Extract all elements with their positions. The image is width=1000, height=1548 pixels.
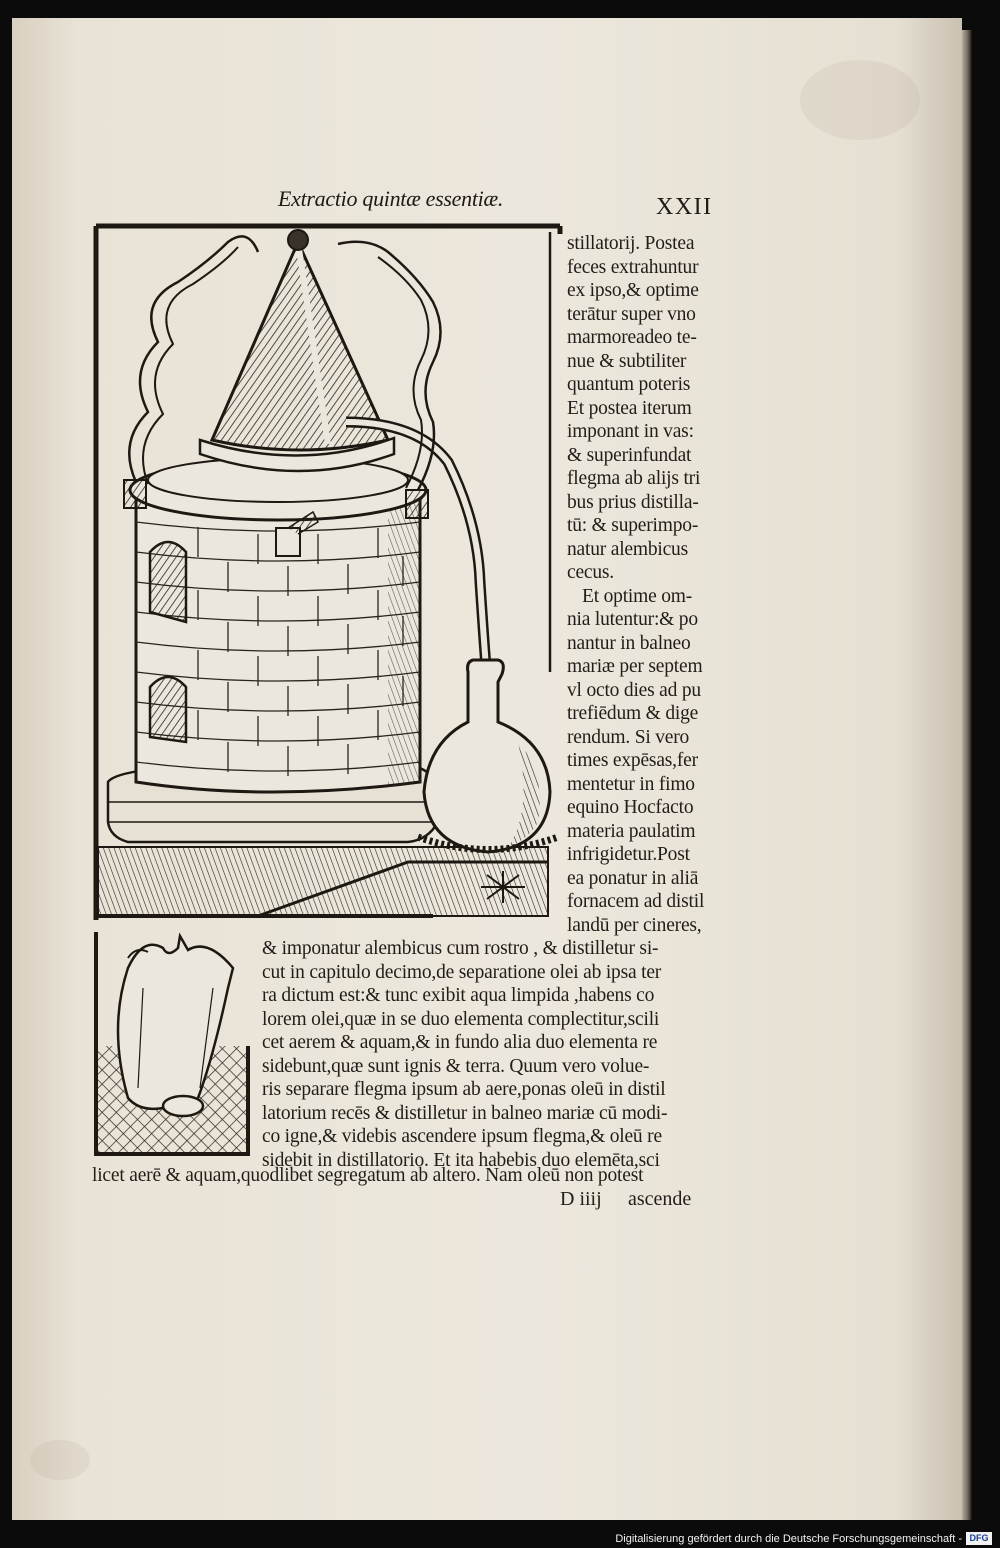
text-line: quantum poteris [567,374,691,395]
text-line: nia lutentur:& po [567,609,698,630]
text-line: equino Hocfacto [567,797,694,818]
text-line: landū per cineres, [567,914,702,936]
running-title: Extractio quintæ essentiæ. [278,186,504,211]
text-line: nantur in balneo [567,632,691,654]
distillation-vessel-woodcut [88,928,253,1160]
folio-number: XXII [656,194,713,220]
text-line: times expēsas,fer [567,750,698,771]
text-line: cet aerem & aquam,& in fundo alia duo elementa re [262,1032,658,1053]
text-line: & superinfundat [567,444,692,466]
alembic-furnace-woodcut [88,222,568,922]
text-line: licet aerē & aquam,quodlibet segregatum ab altero. Nam oleū non potest [92,1165,644,1186]
text-line: cut in capitulo decimo,de separatione olei ab ipsa ter [262,961,662,983]
text-line: materia paulatim [567,820,696,842]
text-line: & imponatur alembicus cum rostro , & distilletur si- [262,938,659,959]
text-line: mentetur in fimo [567,773,695,795]
text-line: ea ponatur in aliā [567,867,699,889]
text-line: tū: & superimpo- [567,515,699,536]
text-line: ra dictum est:& tunc exibit aqua limpida ,habens co [262,985,655,1006]
dfg-logo[interactable]: DFG [966,1532,992,1545]
page-edge [962,30,972,1520]
text-line: sidebit in distillatorio. Et ita habebis duo elemēta,sci [262,1149,660,1171]
text-line: vl octo dies ad pu [567,679,701,701]
text-line: marmoreadeo te- [567,327,697,348]
text-line: rendum. Si vero [567,726,690,748]
catchword: ascende [628,1188,692,1210]
text-line: infrigidetur.Post [567,844,690,865]
text-line: flegma ab alijs tri [567,468,701,489]
text-line: mariæ per septem [567,656,703,677]
footer-credit: Digitalisierung gefördert durch die Deutsche Forschungsgemeinschaft - [615,1533,962,1545]
paper-stain [800,60,920,140]
text-line: Et postea iterum [567,397,692,419]
text-line: ris separare flegma ipsum ab aere,ponas oleū in distil [262,1079,666,1100]
text-line: cecus. [567,562,614,583]
text-line: feces extrahuntur [567,256,699,278]
text-line: terātur super vno [567,303,696,325]
text-line: latorium recēs & distilletur in balneo mariæ cū modi- [262,1102,668,1124]
text-line: trefiēdum & dige [567,703,699,724]
text-line: natur alembicus [567,538,688,560]
text-line: Et optime om- [582,585,693,607]
paper-stain [30,1440,90,1480]
text-line: sidebunt,quæ sunt ignis & terra. Quum vero volue- [262,1055,650,1077]
text-line: co igne,& videbis ascendere ipsum flegma,& oleū re [262,1126,662,1147]
text-line: ex ipso,& optime [567,280,699,301]
text-line: stillatorij. Postea [567,233,695,254]
text-line: lorem olei,quæ in se duo elementa complectitur,scili [262,1008,660,1030]
text-line: nue & subtiliter [567,350,687,372]
text-line: imponant in vas: [567,421,694,442]
text-line: bus prius distilla- [567,491,699,513]
text-line: fornacem ad distil [567,891,705,912]
signature-mark: D iiij [560,1188,602,1210]
